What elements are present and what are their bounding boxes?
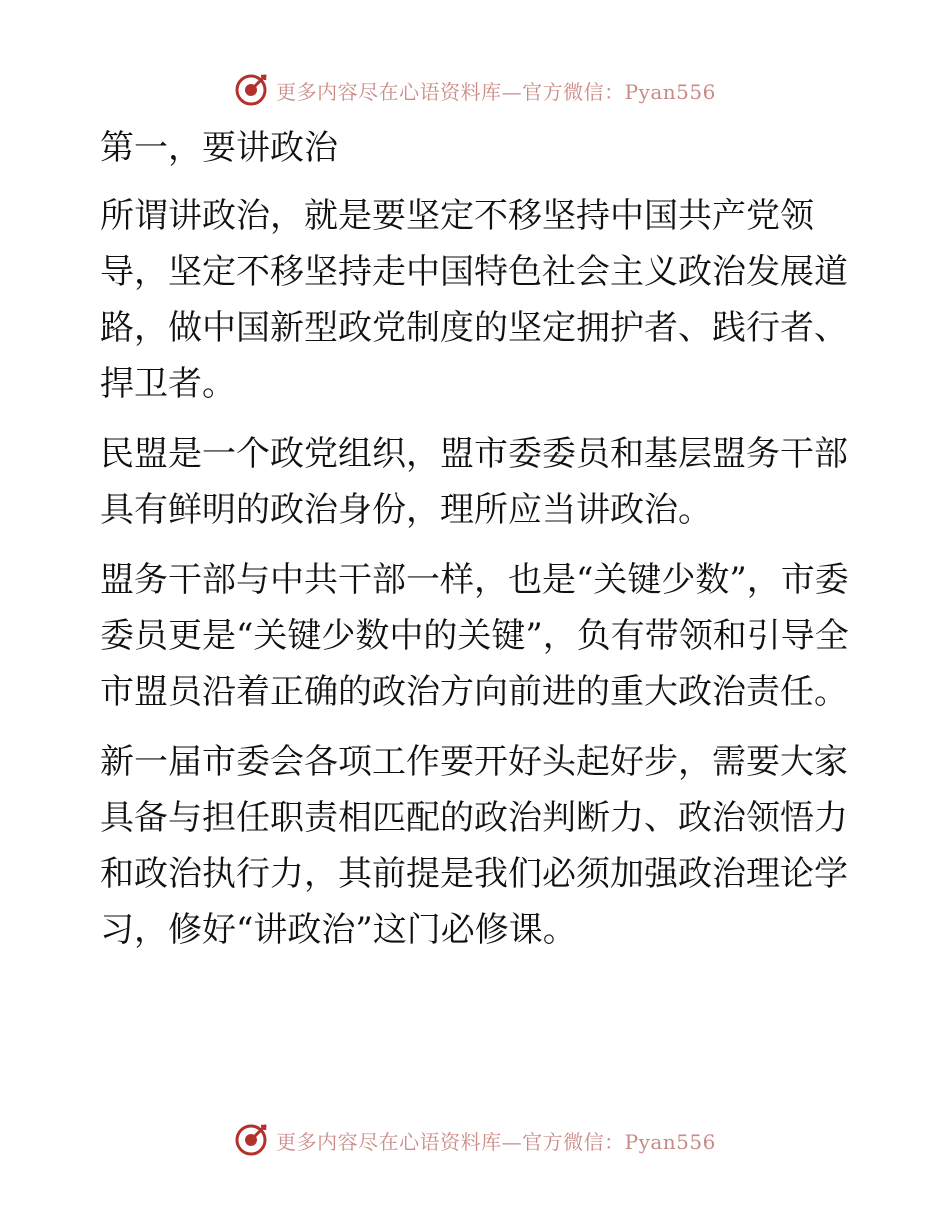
footer-banner [0,1120,950,1160]
section-heading: 第一，要讲政治 [100,128,338,168]
document-body [100,120,860,972]
footer-banner-text: 更多内容尽在心语资料库—官方微信：Pyan556 [276,1129,716,1154]
logo-icon [234,1123,268,1157]
header-banner [0,70,950,110]
paragraph-4: 新一届市委会各项工作要开好头起好步，需要大家具备与担任职责相匹配的政治判断力、政治领悟力和政治执行力，其前提是我们必须加强政治理论学习，修好“讲政治”这门必修课。 [100,742,848,950]
header-banner-text: 更多内容尽在心语资料库—官方微信：Pyan556 [276,79,716,104]
paragraph-2: 民盟是一个政党组织，盟市委委员和基层盟务干部具有鲜明的政治身份，理所应当讲政治。 [100,434,848,530]
paragraph-3: 盟务干部与中共干部一样，也是“关键少数”，市委委员更是“关键少数中的关键”，负有带领和引导全市盟员沿着正确的政治方向前进的重大政治责任。 [100,560,849,712]
paragraph-1: 所谓讲政治，就是要坚定不移坚持中国共产党领导，坚定不移坚持走中国特色社会主义政治发展道路，做中国新型政党制度的坚定拥护者、践行者、捍卫者。 [100,196,848,404]
logo-icon [234,73,268,107]
